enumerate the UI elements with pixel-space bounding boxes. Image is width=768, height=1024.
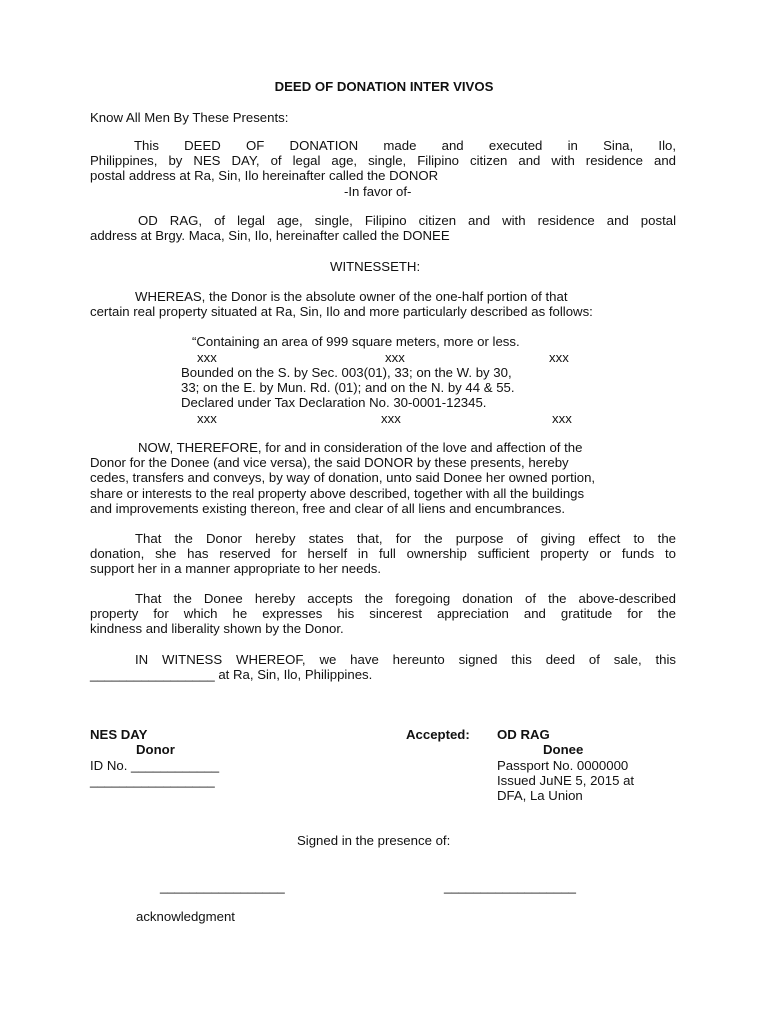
donee-passport: Passport No. 0000000 [497, 758, 629, 773]
whereas-line: certain real property situated at Ra, Sin, Ilo and more particularly described as follows: [90, 304, 593, 320]
donor-paragraph-line: Philippines, by NES DAY, of legal age, single, Filipino citizen and with residence and [90, 153, 676, 169]
donee-paragraph-line: address at Brgy. Maca, Sin, Ilo, hereinafter called the DONEE [90, 228, 450, 244]
tax-declaration: Declared under Tax Declaration No. 30-0001-12345. [181, 395, 487, 410]
document-title: DEED OF DONATION INTER VIVOS [274, 79, 494, 94]
property-area: “Containing an area of 999 square meters, more or less. [192, 334, 520, 349]
whereas-paragraph [90, 289, 676, 319]
donee-name: OD RAG [497, 727, 550, 742]
xxx-marker: xxx [385, 350, 405, 365]
donee-paragraph-line: OD RAG, of legal age, single, Filipino citizen and with residence and postal [138, 213, 676, 228]
whereas-line: WHEREAS, the Donor is the absolute owner of the one-half portion of that [135, 289, 568, 304]
donor-name: NES DAY [90, 727, 148, 742]
presence-label: Signed in the presence of: [297, 833, 451, 848]
now-therefore-line: Donor for the Donee (and vice versa), the said DONOR by these presents, hereby [90, 455, 569, 471]
xxx-marker: xxx [549, 350, 569, 365]
donee-accepts-line: property for which he expresses his sincerest appreciation and gratitude for the [90, 606, 676, 622]
donor-states-line: support her in a manner appropriate to her needs. [90, 561, 382, 577]
in-favor-of: -In favor of- [344, 184, 412, 199]
xxx-marker: xxx [197, 350, 217, 365]
donor-paragraph-line: postal address at Ra, Sin, Ilo hereinafter called the DONOR [90, 168, 439, 184]
donor-states-line: That the Donor hereby states that, for the purpose of giving effect to the [135, 531, 676, 546]
donee-accepts-paragraph [90, 591, 676, 637]
now-therefore-line: NOW, THEREFORE, for and in consideration of the love and affection of the [138, 440, 583, 455]
xxx-marker: xxx [552, 411, 572, 426]
donor-signature-line: _________________ [90, 773, 215, 788]
now-therefore-line: and improvements existing thereon, free and clear of all liens and encumbrances. [90, 500, 566, 516]
intro-line: Know All Men By These Presents: [90, 110, 289, 125]
donee-paragraph [90, 213, 676, 243]
donor-role: Donor [136, 742, 175, 757]
donor-states-line: donation, she has reserved for herself in full ownership sufficient property or funds to [90, 546, 676, 562]
donor-states-paragraph [90, 531, 676, 577]
donee-role: Donee [543, 742, 584, 757]
accepted-label: Accepted: [406, 727, 470, 742]
now-therefore-line: share or interests to the real property above described, together with all the buildings [90, 485, 585, 501]
donee-issued: Issued JuNE 5, 2015 at [497, 773, 635, 788]
witnesseth-heading: WITNESSETH: [330, 259, 421, 274]
donor-paragraph-line: This DEED OF DONATION made and executed in Sina, Ilo, [134, 138, 676, 153]
acknowledgment-label: acknowledgment [136, 909, 235, 924]
donor-id: ID No. ____________ [90, 758, 220, 773]
witness-whereof-line: _________________ at Ra, Sin, Ilo, Philippines. [90, 667, 373, 683]
donee-place: DFA, La Union [497, 788, 583, 803]
xxx-marker: xxx [197, 411, 217, 426]
witness-line-left: _________________ [160, 879, 285, 894]
witness-line-right: __________________ [444, 879, 577, 894]
donor-paragraph [90, 138, 676, 184]
now-therefore-paragraph [90, 440, 676, 516]
property-bounds: Bounded on the S. by Sec. 003(01), 33; on the W. by 30, [181, 365, 512, 380]
witness-whereof-paragraph [90, 652, 676, 682]
xxx-marker: xxx [381, 411, 401, 426]
donee-accepts-line: That the Donee hereby accepts the foregoing donation of the above-described [135, 591, 676, 606]
donee-accepts-line: kindness and liberality shown by the Donor. [90, 621, 344, 637]
now-therefore-line: cedes, transfers and conveys, by way of donation, unto said Donee her owned portion, [90, 470, 596, 486]
witness-whereof-line: IN WITNESS WHEREOF, we have hereunto signed this deed of sale, this [135, 652, 676, 667]
property-bounds: 33; on the E. by Mun. Rd. (01); and on the N. by 44 & 55. [181, 380, 515, 395]
